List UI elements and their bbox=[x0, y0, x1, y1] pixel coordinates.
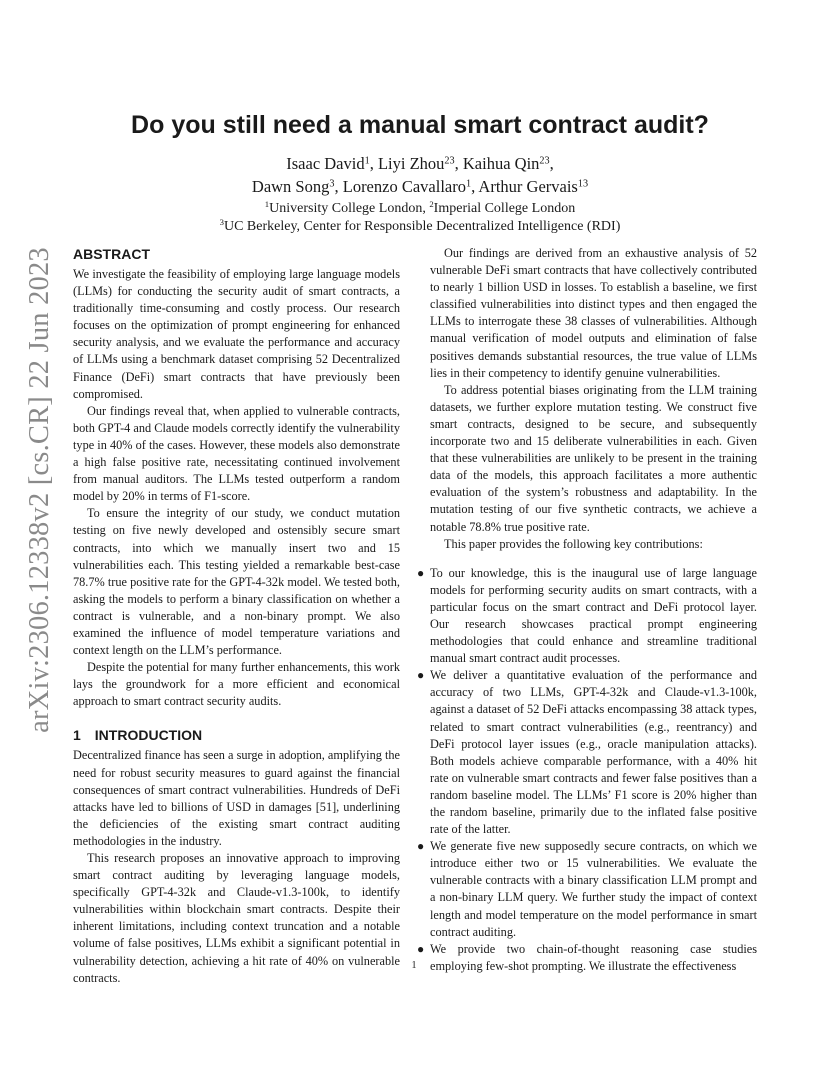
bullet-icon: ● bbox=[417, 839, 425, 854]
body-paragraph: To address potential biases originating from the LLM training datasets, we further explore mutation testing. We construct five smart contracts, designed to be secure, and subsequently incorporate two and 15 deliberate vulnerabilities in each. Given that these vulnerabilities are unlikely to be present in the training data of the models, this approach facilitates a more authentic evaluation of the system’s robustness and adaptability. In the mutation testing of our five synthetic contracts, we achieve a notable 78.8% true positive rate. bbox=[430, 382, 757, 534]
contribution-text: We generate five new supposedly secure contracts, on which we introduce either two or 15 vulnerabilities. We evaluate the vulnerable contracts with a binary classification LLM prompt and a non-binary LLM query. We further study the impact of context length and model temperature on the model performance in smart contract auditing. bbox=[430, 839, 757, 939]
body-paragraph: This paper provides the following key contributions: bbox=[444, 536, 703, 551]
affiliation-mark: 2 bbox=[429, 199, 434, 210]
author-separator: , bbox=[454, 154, 463, 173]
author-separator: , bbox=[334, 177, 343, 196]
abstract-paragraph: Our findings reveal that, when applied to vulnerable contracts, both GPT-4 and Claude models correctly identify the vulnerability type in 40% of the cases. However, these models also demonstrate a high false positive rate, necessitating continued involvement from manual auditors. The LLMs tested outperform a random model by 20% in terms of F1-score. bbox=[73, 403, 400, 504]
section-number: 1 bbox=[73, 727, 81, 744]
bullet-icon: ● bbox=[417, 565, 425, 580]
section-title: INTRODUCTION bbox=[94, 727, 203, 744]
contributions-list bbox=[417, 565, 757, 975]
contribution-item bbox=[417, 941, 757, 975]
contribution-item bbox=[417, 565, 757, 668]
author-affiliation-mark: 1 bbox=[364, 155, 370, 167]
page-number: 1 bbox=[411, 960, 417, 971]
contribution-item bbox=[417, 838, 757, 941]
right-column bbox=[417, 245, 757, 975]
author-line-2 bbox=[80, 175, 760, 198]
affiliation-line-1 bbox=[80, 200, 760, 218]
affiliation-mark: 1 bbox=[264, 199, 270, 210]
author-name: Liyi Zhou bbox=[377, 154, 445, 173]
abstract-paragraph: We investigate the feasibility of employing large language models (LLMs) for conducting the security audit of smart contracts, a traditionally time-consuming and costly process. Our research focuses on the optimization of prompt engineering for enhanced security analysis, and we evaluate the performance and accuracy of LLMs using a benchmark dataset comprising 52 Decentralized Finance (DeFi) smart contracts that have previously been compromised. bbox=[73, 267, 400, 401]
paper-title: Do you still need a manual smart contract audit? bbox=[131, 111, 709, 139]
author-name: Kaihua Qin bbox=[462, 154, 540, 173]
introduction-paragraph: This research proposes an innovative approach to improving smart contract auditing by leveraging language models, specifically GPT-4-32k and Claude-v1.3-100k, to identify vulnerabilities within blockchain smart contracts. Despite their inherent limitations, including context truncation and a notable volume of false positives, LLMs exhibit a significant potential in vulnerability detection, achieving a hit rate of 40% on vulnerable contracts. bbox=[73, 851, 400, 985]
author-separator: , bbox=[471, 177, 479, 196]
author-affiliation-mark: 23 bbox=[539, 155, 550, 167]
left-column bbox=[73, 245, 400, 987]
contribution-item bbox=[417, 667, 757, 838]
author-name: Arthur Gervais bbox=[478, 177, 578, 196]
author-name: Dawn Song bbox=[251, 177, 330, 196]
author-affiliation-mark: 1 bbox=[465, 178, 472, 190]
arxiv-identifier-text: arXiv:2306.12338v2 [cs.CR] 22 Jun 2023 bbox=[24, 247, 55, 733]
affiliation-text: University College London, bbox=[269, 201, 430, 216]
abstract-heading: ABSTRACT bbox=[73, 246, 150, 262]
contribution-text: We provide two chain-of-thought reasoning case studies employing few-shot prompting. We illustrate the effectiveness bbox=[430, 941, 757, 973]
arxiv-identifier bbox=[20, 247, 60, 733]
author-name: Isaac David bbox=[286, 154, 365, 173]
author-affiliation-mark: 23 bbox=[444, 155, 455, 167]
contribution-text: We deliver a quantitative evaluation of the performance and accuracy of two LLMs, GPT-4-32k and Claude-v1.3-100k, against a dataset of 52 DeFi attacks encompassing 38 attack types, related to smart contract vulnerabilities (e.g., reentrancy) and DeFi protocol layer issues (e.g., oracle manipulation attacks). Both models achieve comparable performance, with a 40% hit rate on vulnerable smart contracts and fewer false positives than a random baseline model. The LLMs’ F1 score is 20% higher than the random baseline, primarily due to the inflated false positive rate of the latter. bbox=[430, 668, 757, 837]
affiliation-list bbox=[80, 200, 760, 236]
abstract-paragraph: To ensure the integrity of our study, we conduct mutation testing on five newly developed and ostensibly secure smart contracts, into which we manually insert two and 15 vulnerabilities each. This testing yielded a remarkable best-case 78.7% true positive rate for the GPT-4-32k model. We tested both, asking the models to perform a binary classification on whether a contract is vulnerable, and a non-binary prompt. We also examined the influence of model temperature variations and context length on the LLM’s performance. bbox=[73, 506, 400, 658]
bullet-icon: ● bbox=[417, 668, 425, 683]
author-line-1 bbox=[80, 152, 760, 175]
affiliation-text: UC Berkeley, Center for Responsible Decentralized Intelligence (RDI) bbox=[223, 219, 621, 234]
introduction-paragraph: Decentralized finance has seen a surge in adoption, amplifying the need for robust security measures to guard against the financial consequences of smart contract vulnerabilities. Hundreds of DeFi attacks have led to billions of USD in damages [51], underlining the deficiencies of the existing smart contract auditing methodologies in the industry. bbox=[73, 748, 400, 848]
introduction-heading bbox=[73, 726, 400, 745]
affiliation-mark: 3 bbox=[219, 217, 224, 228]
affiliation-line-2 bbox=[80, 218, 760, 236]
affiliation-text: Imperial College London bbox=[433, 201, 576, 216]
bullet-icon: ● bbox=[417, 941, 425, 956]
body-paragraph: Our findings are derived from an exhaustive analysis of 52 vulnerable DeFi smart contracts that have collectively contributed to nearly 1 billion USD in losses. To establish a baseline, we first classified vulnerabilities into distinct types and then engaged the LLMs to interrogate these 38 classes of vulnerabilities. Although manual verification of model outputs and elimination of false positives demands substantial resources, the true value of LLMs lies in their competency to identify genuine vulnerabilities. bbox=[430, 246, 757, 380]
author-affiliation-mark: 3 bbox=[329, 178, 335, 190]
contribution-text: To our knowledge, this is the inaugural use of large language models for performing security audits on smart contracts, with a particular focus on the smart contract and DeFi protocol layer. Our research showcases practical prompt engineering methodologies that could enhance and streamline traditional manual smart contract audit processes. bbox=[430, 565, 757, 666]
author-separator: , bbox=[369, 154, 378, 173]
author-name: Lorenzo Cavallaro bbox=[342, 177, 466, 196]
author-list bbox=[80, 152, 760, 198]
author-affiliation-mark: 13 bbox=[577, 178, 589, 190]
abstract-paragraph: Despite the potential for many further enhancements, this work lays the groundwork for a more efficient and economical approach to smart contract security audits. bbox=[73, 660, 400, 709]
author-separator: , bbox=[549, 154, 554, 173]
